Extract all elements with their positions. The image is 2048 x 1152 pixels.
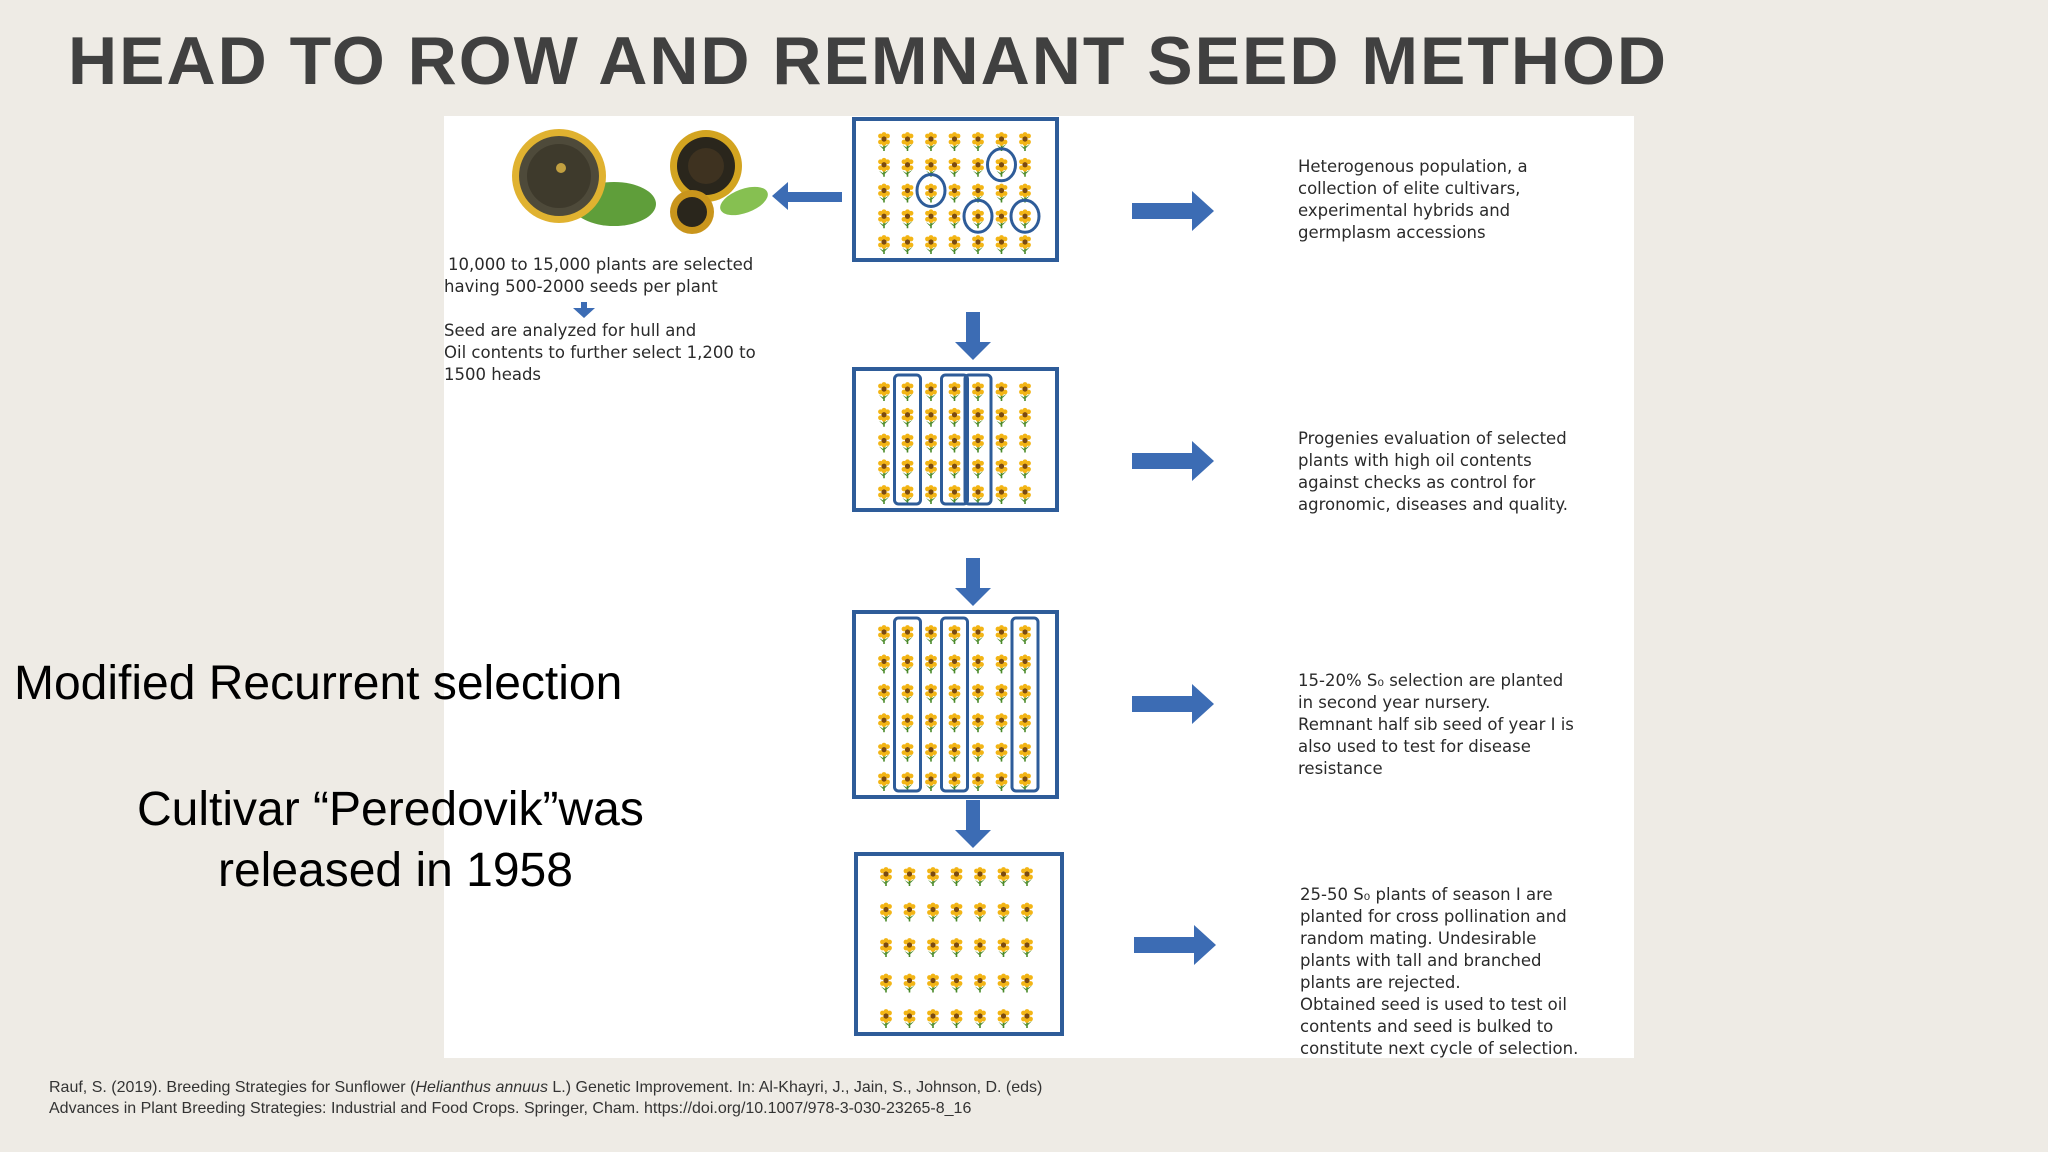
arrow-left-icon [772,182,842,210]
step-line: 15-20% S₀ selection are planted [1298,671,1564,690]
step-line: Heterogenous population, a [1298,157,1528,176]
cultivar-line-2: released in 1958 [218,844,573,897]
step-line: Remnant half sib seed of year I is [1298,715,1574,734]
note-line: Seed are analyzed for hull and [444,321,697,340]
step-line: random mating. Undesirable [1300,929,1537,948]
step-line: Obtained seed is used to test oil [1300,995,1567,1014]
step-3-description [1298,670,1628,780]
step-line: in second year nursery. [1298,693,1491,712]
arrow-down-icon [955,800,991,848]
citation-italic: Helianthus annuus [415,1079,548,1096]
step-line: agronomic, diseases and quality. [1298,495,1569,514]
citation [49,1078,1049,1119]
arrow-down-icon [955,312,991,360]
step-line: plants are rejected. [1300,973,1461,992]
step-line: 25-50 S₀ plants of season I are [1300,885,1553,904]
step-line: Progenies evaluation of selected [1298,429,1567,448]
slide-title: HEAD TO ROW AND REMNANT SEED METHOD [68,23,1668,99]
arrow-right-icon [1134,925,1216,965]
step-1-field-box [854,119,1057,260]
arrow-down-icon [573,302,595,318]
cultivar-line-1: Cultivar “Peredovik”was [137,783,644,836]
step-1-description [1298,156,1628,244]
arrow-right-icon [1132,441,1214,481]
step-line: against checks as control for [1298,473,1536,492]
step-4-field-box [856,854,1062,1034]
step-line: experimental hybrids and [1298,201,1511,220]
note-line: Oil contents to further select 1,200 to [444,343,756,362]
step-line: collection of elite cultivars, [1298,179,1521,198]
sunflower-head-image [512,129,772,234]
step-2-description [1298,428,1628,516]
step-4-description [1300,884,1630,1060]
citation-part-1: Rauf, S. (2019). Breeding Strategies for Sunflower ( [49,1079,416,1096]
step-line: contents and seed is bulked to [1300,1017,1554,1036]
modified-recurrent-selection-heading: Modified Recurrent selection [14,657,623,710]
arrow-down-icon [955,558,991,606]
diagram-panel [444,116,1634,1058]
seed-analysis-note [444,320,844,386]
arrow-right-icon [1132,191,1214,231]
arrow-right-icon [1132,684,1214,724]
step-line: plants with high oil contents [1298,451,1532,470]
step-line: planted for cross pollination and [1300,907,1567,926]
note-line: 10,000 to 15,000 plants are selected [448,255,754,274]
step-line: constitute next cycle of selection. [1300,1039,1579,1058]
citation-part-2: L.) Genetic Improvement. In: Al-Khayri, J., Jain, S., Johnson, D. (eds) Advances in Plant Breeding Strategies: Industrial and Food Crops. Springer, Cham. https://doi.org/10.1007/978-3-030-23265-8_16 [49,1079,1043,1117]
note-line: 1500 heads [444,365,542,384]
step-line: germplasm accessions [1298,223,1486,242]
step-line: plants with tall and branched [1300,951,1542,970]
step-line: also used to test for disease [1298,737,1531,756]
note-line: having 500-2000 seeds per plant [444,277,718,296]
step-2-field-box [854,369,1057,510]
step-3-field-box [854,612,1057,797]
step-line: resistance [1298,759,1383,778]
plants-selected-note [444,254,844,298]
